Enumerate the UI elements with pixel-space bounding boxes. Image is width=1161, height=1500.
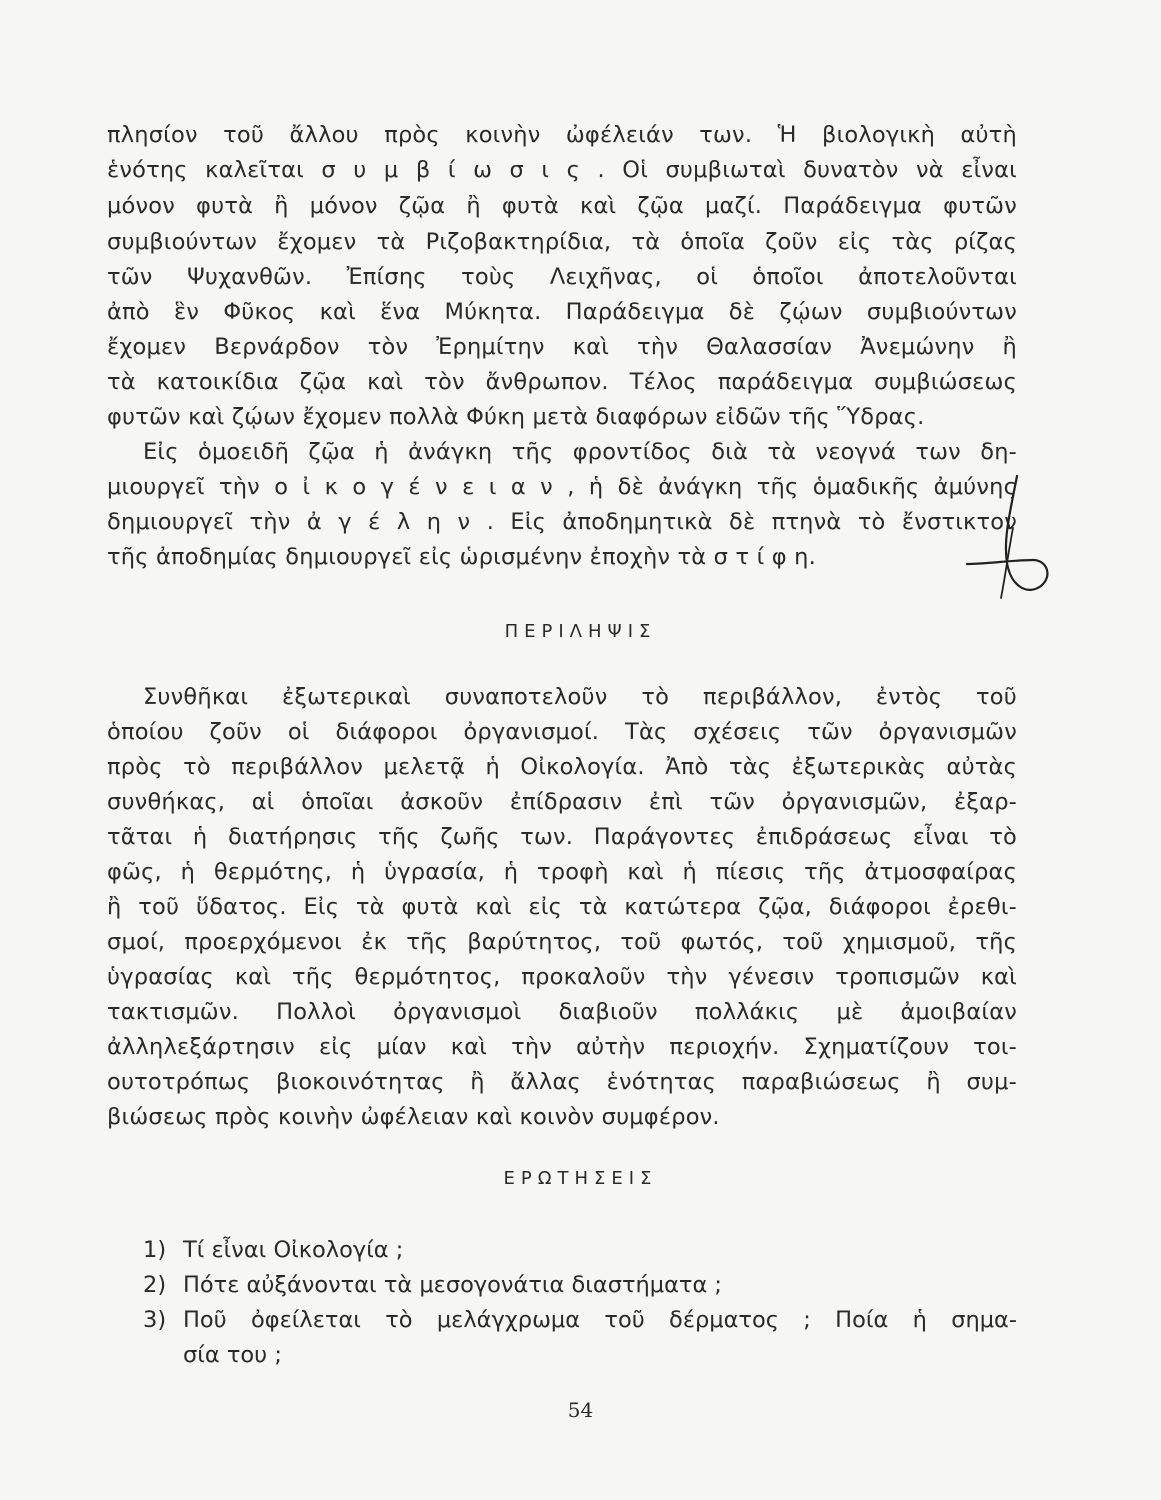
paragraph-line: ἔχομεν Βερνάρδον τὸν Ἐρημίτην καὶ τὴν Θαλασσίαν Ἀνεμώνην ἢ	[107, 334, 1017, 360]
summary-line: ἀλληλεξάρτησιν εἰς μίαν καὶ τὴν αὐτὴν περιοχήν. Σχηματίζουν τοι-	[107, 1034, 1017, 1060]
paragraph-line: μιουργεῖ τὴν ο ἰ κ ο γ έ ν ε ι α ν , ἡ δὲ ἀνάγκη τῆς ὁμαδικῆς ἀμύνης	[107, 474, 1017, 500]
question-number: 1)	[143, 1237, 167, 1263]
paragraph-line: Εἰς ὁμοειδῆ ζῷα ἡ ἀνάγκη τῆς φροντίδος διὰ τὰ νεογνά των δη-	[143, 439, 1017, 465]
paragraph-line: τὰ κατοικίδια ζῷα καὶ τὸν ἄνθρωπον. Τέλος παράδειγμα συμβιώσεως	[107, 369, 1017, 395]
paragraph-line: δημιουργεῖ τὴν ἀ γ έ λ η ν . Εἰς ἀποδημητικὰ δὲ πτηνὰ τὸ ἔνστικτον	[107, 509, 1017, 535]
summary-line: ὑγρασίας καὶ τῆς θερμότητος, προκαλοῦν τὴν γένεσιν τροπισμῶν καὶ	[107, 964, 1017, 990]
paragraph-line: μόνον φυτὰ ἢ μόνον ζῷα ἢ φυτὰ καὶ ζῷα μαζί. Παράδειγμα φυτῶν	[107, 193, 1017, 219]
summary-line: σμοί, προερχόμενοι ἐκ τῆς βαρύτητος, τοῦ φωτός, τοῦ χημισμοῦ, τῆς	[107, 929, 1017, 955]
summary-line: συνθήκας, αἱ ὁποῖαι ἀσκοῦν ἐπίδρασιν ἐπὶ τῶν ὀργανισμῶν, ἐξαρ-	[107, 789, 1017, 815]
question-number: 3)	[143, 1307, 167, 1333]
paragraph-line: τῶν Ψυχανθῶν. Ἐπίσης τοὺς Λειχῆνας, οἱ ὁποῖοι ἀποτελοῦνται	[107, 264, 1017, 290]
handwritten-signature	[955, 468, 1065, 608]
paragraph-line: φυτῶν καὶ ζῴων ἔχομεν πολλὰ Φύκη μετὰ διαφόρων εἰδῶν τῆς Ὕδρας.	[107, 404, 925, 430]
paragraph-line: πλησίον τοῦ ἄλλου πρὸς κοινὴν ὠφέλειάν των. Ἡ βιολογικὴ αὐτὴ	[107, 122, 1017, 148]
summary-line: ουτοτρόπως βιοκοινότητας ἢ ἄλλας ἑνότητας παραβιώσεως ἢ συμ-	[107, 1069, 1017, 1095]
page-number: 54	[567, 1398, 594, 1422]
summary-line: πρὸς τὸ περιβάλλον μελετᾷ ἡ Οἰκολογία. Ἀπὸ τὰς ἐξωτερικὰς αὐτὰς	[107, 754, 1017, 780]
summary-line: Συνθῆκαι ἐξωτερικαὶ συναποτελοῦν τὸ περιβάλλον, ἐντὸς τοῦ	[143, 684, 1017, 710]
summary-line: τακτισμῶν. Πολλοὶ ὀργανισμοὶ διαβιοῦν πολλάκις μὲ ἀμοιβαίαν	[107, 999, 1017, 1025]
question-text: Πότε αὐξάνονται τὰ μεσογονάτια διαστήματα ;	[183, 1272, 723, 1298]
questions-heading: ΕΡΩΤΗΣΕΙΣ	[503, 1168, 658, 1189]
summary-line: τᾶται ἡ διατήρησις τῆς ζωῆς των. Παράγοντες ἐπιδράσεως εἶναι τὸ	[107, 824, 1017, 850]
question-number: 2)	[143, 1272, 167, 1298]
summary-line: ὁποίου ζοῦν οἱ διάφοροι ὀργανισμοί. Τὰς σχέσεις τῶν ὀργανισμῶν	[107, 719, 1017, 745]
paragraph-line: ἑνότης καλεῖται σ υ μ β ί ω σ ι ς . Οἱ συμβιωταὶ δυνατὸν νὰ εἶναι	[107, 157, 1017, 183]
question-text: Ποῦ ὀφείλεται τὸ μελάγχρωμα τοῦ δέρματος ; Ποία ἡ σημα-	[183, 1307, 1017, 1333]
summary-line: βιώσεως πρὸς κοινὴν ὠφέλειαν καὶ κοινὸν συμφέρον.	[107, 1104, 720, 1130]
summary-heading: ΠΕΡΙΛΗΨΙΣ	[504, 621, 657, 642]
paragraph-line: τῆς ἀποδημίας δημιουργεῖ εἰς ὡρισμένην ἐποχὴν τὰ σ τ ί φ η.	[107, 544, 816, 570]
paragraph-line: συμβιούντων ἔχομεν τὰ Ριζοβακτηρίδια, τὰ ὁποῖα ζοῦν εἰς τὰς ρίζας	[107, 229, 1017, 255]
question-text-continuation: σία του ;	[183, 1342, 282, 1368]
question-text: Τί εἶναι Οἰκολογία ;	[183, 1237, 404, 1263]
summary-line: ἢ τοῦ ὕδατος. Εἰς τὰ φυτὰ καὶ εἰς τὰ κατώτερα ζῷα, διάφοροι ἐρεθι-	[107, 894, 1017, 920]
paragraph-line: ἀπὸ ἓν Φῦκος καὶ ἕνα Μύκητα. Παράδειγμα δὲ ζῴων συμβιούντων	[107, 299, 1017, 325]
summary-line: φῶς, ἡ θερμότης, ἡ ὑγρασία, ἡ τροφὴ καὶ ἡ πίεσις τῆς ἀτμοσφαίρας	[107, 859, 1017, 885]
